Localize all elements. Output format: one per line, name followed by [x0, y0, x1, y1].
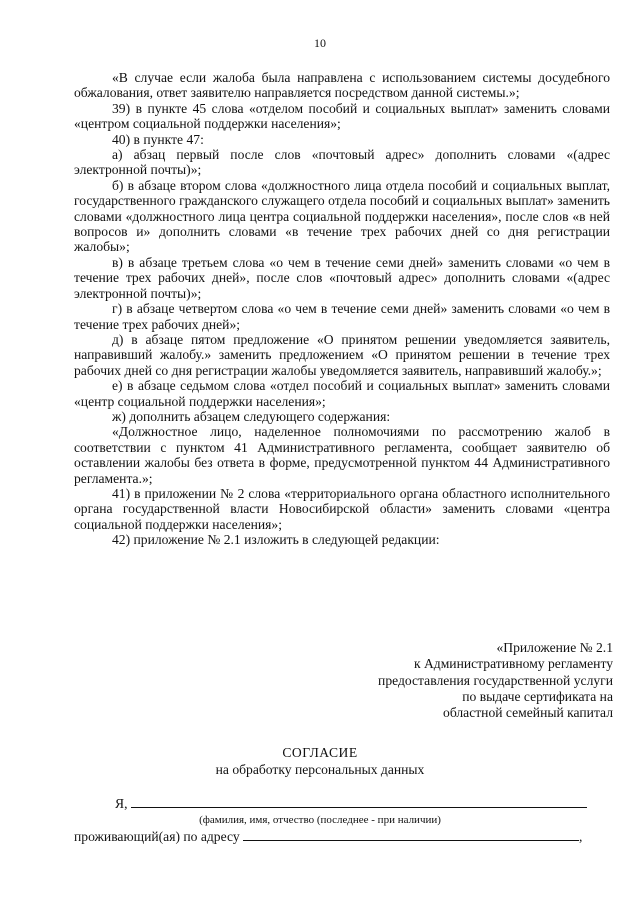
address-blank-field[interactable]: [243, 828, 579, 841]
document-body: [74, 70, 610, 548]
consent-title: СОГЛАСИЕ: [282, 745, 358, 760]
paragraph-item-41: 41) в приложении № 2 слова «территориального органа областного исполнительного органа государственной власти Новосибирской области» заменить словами «центра социальной поддержки населения»;: [74, 485, 610, 532]
paragraph-40-zh: ж) дополнить абзацем следующего содержания:: [112, 408, 391, 424]
paragraph-item-39: 39) в пункте 45 слова «отделом пособий и социальных выплат» заменить словами «центром социальной поддержки населения»;: [74, 100, 610, 132]
paragraph-40-a: а) абзац первый после слов «почтовый адрес» дополнить словами «(адрес электронной почты)»;: [74, 147, 610, 178]
paragraph-official-quote: «Должностное лицо, наделенное полномочиями по рассмотрению жалоб в соответствии с пунктом 41 Административного регламента, сообщает заявителю об оставлении жалобы без ответа в форме, предусмотренной пунктом 44 Административного регламента.»;: [74, 424, 610, 486]
paragraph-40-d: д) в абзаце пятом предложение «О принятом решении уведомляется заявитель, направивший жалобу.» заменить предложением «О принятом решении в течение трех рабочих дней со дня регистрации жалобы уведомляется заявитель, направивший жалобу.»;: [74, 331, 610, 378]
paragraph-system-answer: «В случае если жалоба была направлена с использованием системы досудебного обжалования, ответ заявителю направляется посредством данной системы.»;: [74, 70, 610, 101]
paragraph-40-g: г) в абзаце четвертом слова «о чем в течение семи дней» заменить словами «о чем в течение трех рабочих дней»;: [74, 301, 610, 332]
appendix-line: к Административному регламенту: [413, 656, 613, 672]
address-comma: ,: [579, 829, 583, 844]
address-line: [74, 828, 582, 845]
name-line: [115, 795, 587, 812]
appendix-line: предоставления государственной услуги: [378, 672, 613, 688]
name-label: Я,: [115, 796, 128, 811]
name-blank-field[interactable]: [131, 795, 587, 808]
paragraph-item-42: 42) приложение № 2.1 изложить в следующей редакции:: [112, 532, 440, 548]
appendix-line: по выдаче сертификата на: [462, 688, 613, 704]
paragraph-40-e: е) в абзаце седьмом слова «отдел пособий и социальных выплат» заменить словами «центр социальной поддержки населения»;: [74, 378, 610, 409]
name-hint: (фамилия, имя, отчество (последнее - при наличии): [199, 814, 441, 826]
consent-title-block: [0, 745, 640, 778]
paragraph-40-b: б) в абзаце втором слова «должностного лица отдела пособий и социальных выплат, государственного гражданского служащего отдела пособий и социальных выплат» заменить словами «должностного лица центра социальной поддержки населения», после слов «в ней вопросов и» дополнить словами «в течение трех рабочих дней со дня регистрации жалобы»;: [74, 177, 610, 255]
appendix-line: «Приложение № 2.1: [496, 640, 613, 655]
page-number: 10: [314, 36, 326, 50]
appendix-header: [313, 640, 613, 721]
paragraph-item-40: 40) в пункте 47:: [112, 131, 204, 147]
appendix-line: областной семейный капитал: [443, 705, 613, 721]
address-label: проживающий(ая) по адресу: [74, 829, 240, 844]
consent-subtitle: на обработку персональных данных: [215, 761, 425, 777]
paragraph-40-v: в) в абзаце третьем слова «о чем в течение семи дней» заменить словами «о чем в течение трех рабочих дней», после слов «почтовый адрес» дополнить словами «(адрес электронной почты)»;: [74, 254, 610, 301]
